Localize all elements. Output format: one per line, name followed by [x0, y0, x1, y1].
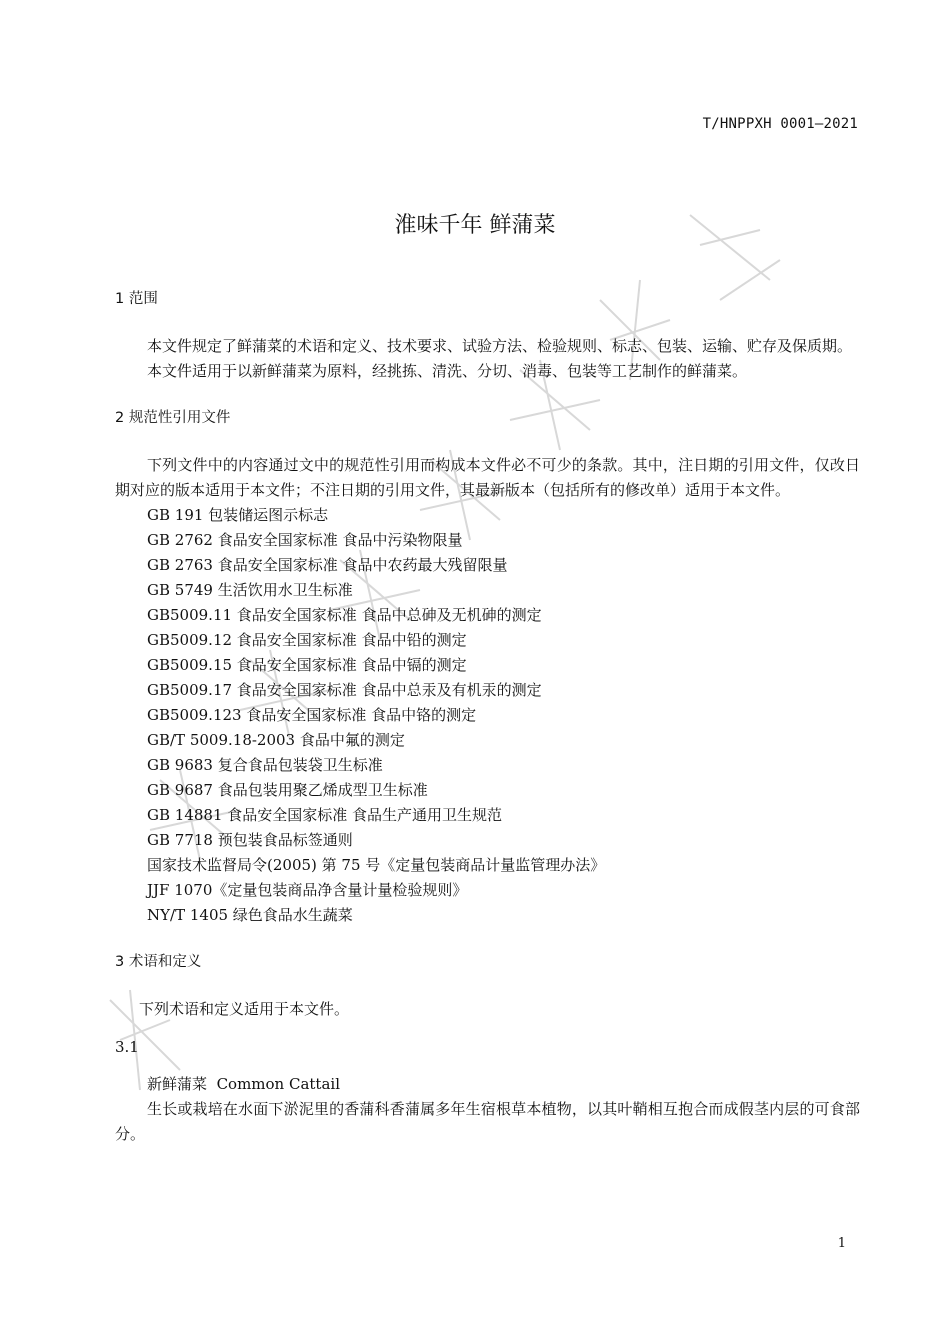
- reference-item: GB 14881 食品安全国家标准 食品生产通用卫生规范: [147, 806, 503, 824]
- term-chinese: 新鲜蒲菜: [147, 1075, 208, 1093]
- reference-item: GB5009.11 食品安全国家标准 食品中总砷及无机砷的测定: [147, 606, 542, 624]
- term-entry: [115, 1072, 860, 1097]
- reference-item: 国家技术监督局令(2005) 第 75 号《定量包装商品计量监管理办法》: [147, 856, 606, 874]
- section-heading-scope: 1 范围: [115, 291, 158, 307]
- reference-item: GB/T 5009.18-2003 食品中氟的测定: [147, 731, 405, 749]
- reference-item: GB 5749 生活饮用水卫生标准: [147, 581, 353, 599]
- reference-item: GB5009.17 食品安全国家标准 食品中总汞及有机汞的测定: [147, 681, 542, 699]
- reference-item: GB5009.15 食品安全国家标准 食品中镉的测定: [147, 656, 467, 674]
- reference-item: JJF 1070《定量包装商品净含量计量检验规则》: [147, 881, 468, 899]
- scope-paragraph-2: 本文件适用于以新鲜蒲菜为原料，经挑拣、清洗、分切、消毒、包装等工艺制作的鲜蒲菜。: [147, 362, 748, 380]
- reference-item: GB 2762 食品安全国家标准 食品中污染物限量: [147, 531, 463, 549]
- reference-item: GB 9683 复合食品包装袋卫生标准: [147, 756, 383, 774]
- page-number: 1: [837, 1236, 846, 1251]
- term-number: 3.1: [115, 1038, 139, 1056]
- reference-item: GB 191 包装储运图示标志: [147, 506, 329, 524]
- reference-item: GB 9687 食品包装用聚乙烯成型卫生标准: [147, 781, 428, 799]
- reference-item: GB5009.123 食品安全国家标准 食品中铬的测定: [147, 706, 477, 724]
- reference-item: GB 7718 预包装食品标签通则: [147, 831, 353, 849]
- section-heading-normative-references: 2 规范性引用文件: [115, 410, 231, 426]
- reference-item: GB5009.12 食品安全国家标准 食品中铅的测定: [147, 631, 467, 649]
- scope-paragraph-1: 本文件规定了鲜蒲菜的术语和定义、技术要求、试验方法、检验规则、标志、包装、运输、贮存及保质期。: [147, 337, 853, 355]
- reference-item: NY/T 1405 绿色食品水生蔬菜: [147, 906, 353, 924]
- terms-intro: 下列术语和定义适用于本文件。: [139, 1000, 350, 1018]
- term-english: Common Cattail: [216, 1075, 340, 1093]
- reference-item: GB 2763 食品安全国家标准 食品中农药最大残留限量: [147, 556, 508, 574]
- document-title: 淮味千年 鲜蒲菜: [394, 213, 556, 238]
- section-heading-terms: 3 术语和定义: [115, 954, 202, 970]
- references-intro: 下列文件中的内容通过文中的规范性引用而构成本文件必不可少的条款。其中，注日期的引用文件，仅改日期对应的版本适用于本文件；不注日期的引用文件，其最新版本（包括所有的修改单）适用于本文件。: [115, 456, 860, 499]
- term-definition: 生长或栽培在水面下淤泥里的香蒲科香蒲属多年生宿根草本植物，以其叶鞘相互抱合而成假茎内层的可食部分。: [115, 1100, 860, 1143]
- document-code: T/HNPPXH 0001—2021: [702, 116, 858, 132]
- document-body: [115, 287, 860, 1147]
